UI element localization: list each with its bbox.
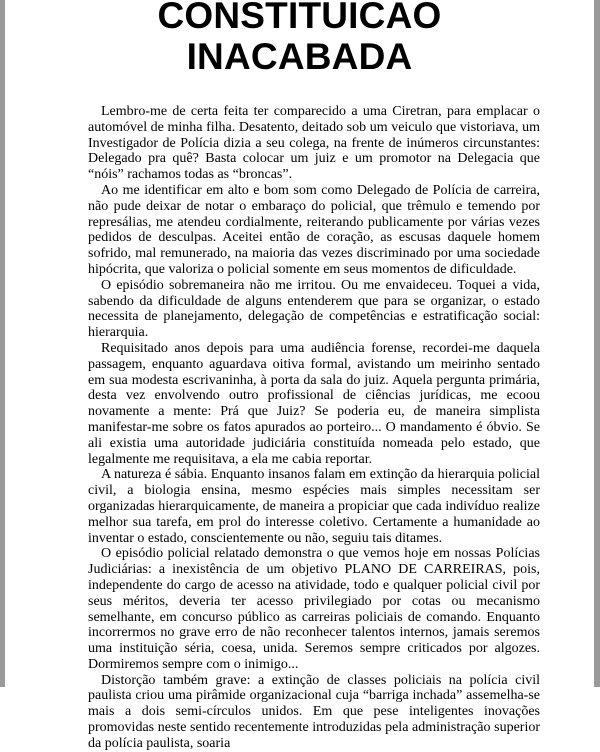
paragraph-7: Distorção também grave: a extinção de classes policiais na polícia civil paulista criou uma pirâmide organizacional cuja “barriga inchada” assemelha-se mais a dois semi-círculos unidos. Em que pese inteligentes inovações promovidas neste sentido recentemente introduzidas pela administração superior da polícia paulista, soaria: [88, 672, 540, 751]
viewer-frame-right: [594, 0, 600, 687]
paragraph-6: O episódio policial relatado demonstra o que vemos hoje em nossas Polícias Judiciárias: a inexistência de um objetivo PLANO DE CARREIRAS, pois, independente do cargo de acesso na atividade, todo e qualquer policial civil por seus méritos, deveria ter acesso privilegiado por cotas ou mecanismo semelhante, em concurso público as carreiras policiais de comando. Enquanto incorrermos no grave erro de não reconhecer talentos internos, jamais seremos uma instituição séria, coesa, unida. Seremos sempre criticados por algozes. Dormiremos sempre com o inimigo...: [88, 546, 540, 672]
paragraph-1: Lembro-me de certa feita ter comparecido a uma Ciretran, para emplacar o automóvel de minha filha. Desatento, deitado sob um veiculo que vistoriava, um Investigador de Polícia dizia a seu colega, na frente de inúmeros circunstantes: Delegado pra quê? Basta colocar um juiz e um promotor na Delegacia que “nóis” rachamos todas as “broncas”.: [88, 104, 540, 183]
title-line-1: CONSTITUICAO: [157, 0, 442, 36]
paragraph-4: Requisitado anos depois para uma audiência forense, recordei-me daquela passagem, enquanto aguardava oitiva formal, avistando um meirinho sentado em sua modesta escrivaninha, à porta da sala do juiz. Aquela pergunta primária, desta vez envolvendo outro profissional de ciências jurídicas, me ecoou novamente a mente: Prá que Juiz? Se poderia eu, de maneira simplista manifestar-me sobre os fatos apurados ao porteiro... O mandamento é óbvio. Se ali existia uma autoridade judiciária constituída nomeada pelo estado, que legalmente me requisitava, a ela me cabia reportar.: [88, 340, 540, 467]
article-body: [88, 104, 540, 752]
document-page: [5, 0, 594, 751]
document-title: [5, 0, 594, 77]
paragraph-3: O episódio sobremaneira não me irritou. Ou me envaideceu. Toquei a vida, sabendo da dificuldade de alguns entenderem que para se organizar, o estado necessita de planejamento, delegação de competências e estratificação social: hierarquia.: [88, 277, 540, 341]
paragraph-5: A natureza é sábia. Enquanto insanos falam em extinção da hierarquia policial civil, a biologia ensina, mesmo espécies mais simples necessitam ser organizadas hierarquicamente, de maneira a propiciar que cada indivíduo realize melhor sua tarefa, em prol do interesse coletivo. Certamente a humanidade ao inventar o estado, conscientemente ou não, seguiu tais ditames.: [88, 467, 540, 546]
paragraph-2: Ao me identificar em alto e bom som como Delegado de Polícia de carreira, não pude deixar de notar o embaraço do policial, que trêmulo e temendo por represálias, me atendeu cordialmente, reiterando publicamente por várias vezes pedidos de desculpas. Aceitei então de coração, as escusas daquele homem sofrido, mal remunerado, na maioria das vezes discriminado por uma sociedade hipócrita, que valoriza o policial somente em seus momentos de dificuldade.: [88, 182, 540, 277]
title-line-2: INACABADA: [186, 36, 413, 77]
